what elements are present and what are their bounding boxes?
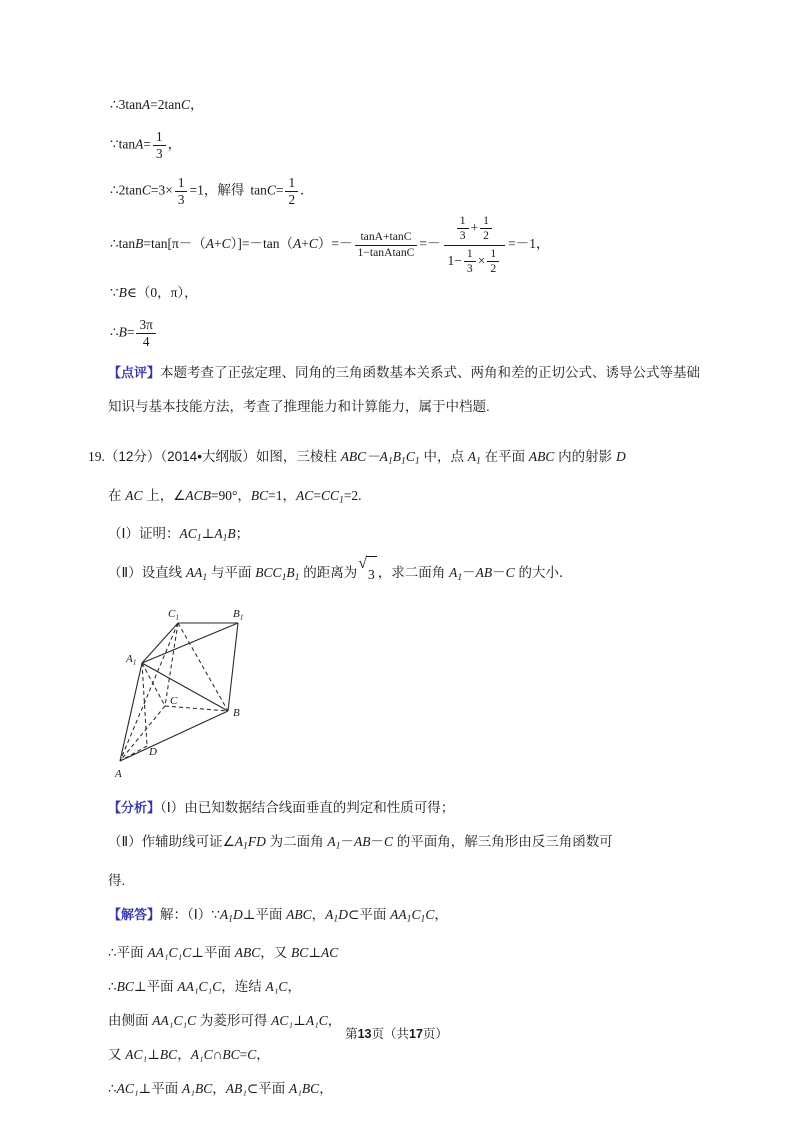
point-d: D: [615, 449, 626, 464]
plus: +: [214, 236, 222, 252]
segment-ab1: AB₁: [225, 1081, 247, 1097]
var-A: A: [141, 96, 151, 112]
therefore-symbol: ∴: [110, 182, 119, 198]
stem-text-2: 中，点: [419, 449, 468, 464]
angle-a1fd-a: A: [234, 833, 244, 849]
comment-tag-label: 【点评】: [108, 365, 161, 380]
denominator: 4: [142, 333, 150, 349]
period: ．: [300, 182, 314, 198]
segment-bc: BC: [159, 1047, 178, 1063]
denominator: 1−tanAtanC: [357, 245, 415, 259]
dash: －: [340, 833, 354, 849]
dihedral-ab: AB: [475, 565, 493, 581]
denominator: 3: [177, 191, 185, 207]
label-d: D: [149, 745, 157, 758]
footer-page-number: 13: [357, 1027, 372, 1041]
plane-c2: C: [425, 906, 435, 922]
prism-label-c: C: [405, 449, 415, 464]
seg-a1d-a: A: [219, 906, 229, 922]
because-symbol: ∵: [211, 906, 220, 922]
equals: =: [143, 136, 151, 152]
fraction-one-half: [480, 215, 492, 242]
dihedral-ab: AB: [354, 833, 371, 849]
analysis-part2-label: （Ⅱ）: [108, 833, 142, 849]
analysis-line-2: [108, 825, 706, 864]
plane-label-2: 平面: [203, 945, 235, 961]
footer-middle: 页（共: [371, 1027, 409, 1041]
segment-bc: BC: [250, 487, 269, 503]
therefore-symbol: ∴: [108, 945, 117, 961]
sub-1: 1: [196, 533, 202, 545]
analysis-text-3: 得.: [108, 872, 126, 888]
math-line-B-range: [88, 276, 706, 310]
semicolon: ；: [235, 526, 250, 542]
close-bracket: ）]=－tan（: [230, 236, 294, 252]
comma: ，: [260, 945, 274, 961]
sub-1: 1: [243, 840, 248, 852]
sub-1: 1: [333, 913, 339, 925]
math-line-2tanC: [88, 168, 706, 214]
footer-prefix: 第: [345, 1027, 358, 1041]
segment-ac: AC: [296, 487, 314, 503]
denominator: 3: [466, 261, 473, 275]
plus: +: [470, 219, 479, 235]
segment-bc: BC: [222, 1047, 240, 1063]
connect-label: 连结: [234, 979, 266, 995]
fraction-tan-sum: [355, 231, 418, 258]
fraction-three-pi-fourths: [136, 318, 155, 349]
sub-1: 1: [222, 533, 228, 545]
edge-a-b: [120, 711, 228, 761]
therefore-symbol: ∴: [108, 1081, 117, 1097]
math-line-tanB-formula: [88, 214, 706, 276]
sub-1: 1: [294, 571, 300, 583]
radicand: 3: [366, 556, 377, 592]
edge-a1-b1: [142, 623, 238, 663]
comma: ，: [203, 182, 218, 198]
segment-a1c: A₁C: [305, 1013, 328, 1029]
perp-symbol: ⊥: [133, 979, 147, 995]
comma: ，: [212, 1081, 226, 1097]
comma: ，: [327, 1013, 342, 1029]
analysis-tag-label: 【分析】: [108, 799, 161, 815]
point-b: B: [227, 526, 236, 542]
label-c: C: [170, 694, 178, 707]
answer-part1-label: （Ⅰ）: [187, 906, 212, 922]
comment-text: 本题考查了正弦定理、同角的三角函数基本关系式、两角和差的正切公式、诱导公式等基础知识与基本技能方法，考查了推理能力和计算能力，属于中档题.: [108, 365, 701, 414]
analysis-line-1: [108, 791, 706, 825]
fraction-one-third: [464, 248, 476, 275]
angle-acb: ACB: [185, 487, 211, 503]
perp-symbol: ⊥: [293, 1013, 306, 1029]
equals: =: [126, 324, 135, 340]
plane-c: C: [411, 906, 421, 922]
analysis-text-1: （Ⅰ）由已知数据结合线面垂直的判定和性质可得；: [160, 799, 455, 815]
math-line-B-result: [88, 310, 706, 356]
question-19-part-1: [88, 517, 706, 556]
part-2-text-5: 的大小．: [514, 565, 573, 581]
analysis-block: [88, 791, 706, 898]
numerator: 1: [457, 215, 469, 229]
perp-symbol: ⊥: [308, 945, 321, 961]
seg-a1d-d: D: [338, 906, 349, 922]
stem-text-4: 内的射影: [554, 449, 616, 464]
edge-a1-c1: [142, 623, 178, 663]
analysis-line-3: [108, 864, 706, 898]
plane-label: 平面: [146, 979, 178, 995]
range-text: ∈（0，π），: [126, 284, 198, 300]
numerator: 1: [480, 215, 492, 229]
tan-text: tan: [118, 236, 136, 252]
subset-symbol: ⊂: [348, 906, 360, 922]
sqrt-three: [358, 556, 377, 592]
also-label: 又: [108, 1047, 126, 1063]
fraction-one-third: [175, 176, 188, 207]
plane-aa1c1c: AA₁C₁C: [177, 979, 222, 995]
one-minus: 1−: [447, 252, 462, 268]
var-A: A: [293, 236, 302, 252]
segment-cc1: CC: [320, 487, 339, 503]
comment-block: [88, 356, 706, 424]
segment-ac1: AC₁: [116, 1081, 139, 1097]
numerator: 3π: [136, 318, 155, 334]
plane-abc: ABC: [528, 449, 555, 464]
edge-b1-b: [228, 623, 238, 711]
plus: +: [301, 236, 309, 252]
answer-block: [88, 898, 706, 1107]
analysis-text-2c: 的平面角，解三角形由反三角函数可: [393, 833, 613, 849]
dihedral-a1: A: [449, 565, 458, 581]
sub-1: 1: [401, 455, 406, 467]
comma: ，: [256, 1047, 270, 1063]
dash: －: [370, 833, 384, 849]
plane-label-2: 平面: [359, 906, 391, 922]
var-C: C: [308, 236, 318, 252]
edge-a1-b: [142, 663, 228, 711]
because-symbol: ∵: [110, 136, 119, 152]
comma: ，: [319, 1081, 333, 1097]
var-C: C: [221, 236, 231, 252]
segment-a1c: A₁C: [190, 1047, 213, 1063]
footer-total-pages: 17: [409, 1027, 423, 1041]
plane-bcc1b1: BCC: [255, 565, 282, 581]
segment-a1c: A₁C: [265, 979, 288, 995]
sub-1: 1: [406, 913, 412, 925]
equals: =: [313, 487, 321, 503]
segment-ac: AC: [320, 945, 339, 961]
perp-symbol: ⊥: [242, 906, 256, 922]
page-content: [88, 88, 706, 1106]
sub-1: 1: [387, 455, 393, 467]
angle-a1fd-fd: FD: [247, 833, 266, 849]
point-a1: A: [214, 526, 223, 542]
segment-ac1: AC₁: [125, 1047, 148, 1063]
fraction-one-third: [153, 130, 166, 161]
therefore-symbol: ∴: [108, 979, 117, 995]
segment-ac1: AC: [179, 526, 197, 542]
part-2-text-1: 设直线: [141, 565, 186, 581]
angle-value: =90°，: [210, 487, 251, 503]
var-C: C: [141, 182, 151, 198]
denominator: 3: [459, 229, 466, 243]
segment-bc: BC: [116, 979, 134, 995]
plane-a1bc: A₁BC: [182, 1081, 213, 1097]
lhs-2tan: 2tan: [118, 182, 142, 198]
tan-text: tan: [250, 182, 267, 198]
part-2-label: （Ⅱ）: [108, 565, 142, 581]
question-19-block: [88, 440, 706, 1106]
answer-line-6: [108, 1072, 706, 1106]
page-footer: [0, 1024, 793, 1042]
fraction-one-half: [285, 176, 298, 207]
solve-label: 解得: [217, 182, 245, 198]
perp-symbol: ⊥: [147, 1047, 160, 1063]
part-2-text-3: 的距离为: [299, 565, 358, 581]
tan-text: tan: [118, 136, 136, 152]
triangular-prism-figure: [100, 595, 300, 785]
math-line-3tanA: [88, 88, 706, 122]
bc-value: =1，: [268, 487, 297, 503]
var-B: B: [118, 284, 127, 300]
figure-solid-edges: [120, 623, 238, 761]
numerator: [444, 215, 506, 245]
math-line-tanA-third: [88, 122, 706, 168]
line-aa1: AA: [185, 565, 203, 581]
radical-sign: √: [358, 555, 368, 573]
answer-line-2: [108, 936, 706, 970]
plane-a1bc: A₁BC: [288, 1081, 320, 1097]
question-source: （2014•大纲版）: [160, 449, 256, 464]
edge-c-a: [120, 706, 165, 761]
sub-1: 1: [457, 571, 463, 583]
denominator: 2: [288, 191, 296, 207]
var-A: A: [135, 136, 144, 152]
plane-label-1: 平面: [255, 906, 287, 922]
eq-tan-bracket: =tan[π－（: [143, 236, 206, 252]
question-19-part-2: [88, 556, 706, 595]
var-C: C: [266, 182, 276, 198]
denominator: [444, 246, 506, 275]
dash: －: [462, 565, 476, 581]
denominator: 2: [490, 261, 497, 275]
sub-1: 1: [281, 571, 287, 583]
dihedral-c: C: [505, 565, 515, 581]
seg-a1d-d: D: [232, 906, 243, 922]
label-a: A: [115, 767, 122, 780]
comma: ，: [311, 906, 326, 922]
var-B: B: [135, 236, 144, 252]
eq-minus: =－: [419, 236, 441, 252]
plane-label: 平面: [116, 945, 148, 961]
plane-b1: B: [286, 565, 295, 581]
fraction-nested-evaluation: [444, 215, 506, 275]
comment-paragraph: [108, 356, 706, 424]
sub-1: 1: [335, 840, 341, 852]
answer-lead: 解：: [160, 906, 188, 922]
var-B: B: [118, 324, 127, 340]
analysis-text-2a: 作辅助线可证∠: [141, 833, 235, 849]
label-c1: $C_1$: [168, 607, 180, 622]
segment-ac: AC: [125, 487, 143, 503]
stem-line2-pre: 在: [108, 487, 126, 503]
plane-aa1c1c: AA: [390, 906, 407, 922]
intersection-symbol: ∩: [212, 1047, 223, 1063]
numerator: 1: [153, 130, 166, 146]
label-b1: $B_1$: [233, 607, 244, 622]
part-2-text-4: ，求二面角: [377, 565, 450, 581]
denominator: 2: [483, 229, 489, 243]
plane-aa1c1c: AA₁C₁C: [147, 945, 192, 961]
segment-bc: BC: [290, 945, 309, 961]
answer-line-1: [108, 898, 706, 937]
comma: ，: [177, 1047, 191, 1063]
numerator: 1: [285, 176, 298, 192]
prism-label-b: B: [392, 449, 402, 464]
stem-text-1: 如图，三棱柱: [255, 449, 341, 464]
question-19-stem: [88, 440, 706, 479]
question-number-dot: .: [101, 449, 105, 464]
plane-label: 平面: [151, 1081, 183, 1097]
because-symbol: ∵: [110, 284, 119, 300]
var-A: A: [205, 236, 215, 252]
numerator: 1: [487, 248, 499, 262]
dihedral-c: C: [384, 833, 394, 849]
numerator: tanA+tanC: [355, 231, 418, 245]
var-C: C: [180, 96, 190, 112]
answer-line-5: [108, 1038, 706, 1072]
cc1-value: =2.: [343, 487, 362, 503]
times: ×: [477, 252, 486, 268]
sub-1: 1: [476, 455, 481, 467]
equals: =: [275, 182, 284, 198]
seg-a1d-a: A: [325, 906, 334, 922]
stem-text-3: 在平面: [480, 449, 529, 464]
question-number: 19: [88, 449, 102, 464]
stem-line2-mid: 上，∠: [142, 487, 186, 503]
edge-c1-b: [178, 623, 228, 711]
therefore-symbol: ∴: [110, 236, 119, 252]
numerator: 1: [464, 248, 476, 262]
answer-line-3: [108, 970, 706, 1004]
numerator: 1: [175, 176, 188, 192]
fraction-one-third: [457, 215, 469, 242]
comma: ，: [189, 96, 204, 112]
plane-abc: ABC: [286, 906, 312, 922]
question-score: （12分）: [104, 449, 161, 464]
also-label: 又: [273, 945, 291, 961]
prism-label-abc: ABC－A: [340, 449, 388, 464]
point-a1: A: [467, 449, 477, 464]
edge-a1-a: [120, 663, 142, 761]
label-b: B: [233, 706, 240, 719]
fraction-one-half: [487, 248, 499, 275]
sub-1: 1: [202, 571, 208, 583]
sub-1: 1: [338, 494, 344, 506]
sub-1: 1: [420, 913, 426, 925]
result-minus-one: =－1，: [508, 236, 550, 252]
perp-symbol: ⊥: [138, 1081, 152, 1097]
eq-3times: =3×: [150, 182, 173, 198]
perp-symbol: ⊥: [191, 945, 204, 961]
analysis-text-2b: 为二面角: [265, 833, 328, 849]
subset-symbol: ⊂: [246, 1081, 259, 1097]
therefore-symbol: ∴: [110, 324, 119, 340]
plane-label-2: 平面: [258, 1081, 289, 1097]
figure-container: [88, 595, 706, 791]
question-19-stem-line2: [88, 479, 706, 518]
answer-tag-label: 【解答】: [108, 906, 161, 922]
eq-one: =1: [189, 182, 204, 198]
perp-symbol: ⊥: [201, 526, 215, 542]
expr-3tan: 3tan: [118, 96, 142, 112]
comma: ，: [167, 136, 182, 152]
comma: ，: [287, 979, 301, 995]
equals: =: [239, 1047, 248, 1063]
plane-abc: ABC: [234, 945, 261, 961]
label-a1: $A_1$: [126, 652, 137, 667]
rhombus-label: 为菱形可得: [196, 1013, 272, 1029]
segment-ac1: AC₁: [271, 1013, 294, 1029]
sub-1: 1: [414, 455, 420, 467]
comma: ，: [434, 906, 448, 922]
footer-suffix: 页）: [422, 1027, 448, 1041]
denominator: 3: [155, 145, 163, 161]
dihedral-a1: A: [327, 833, 336, 849]
part-2-text-2: 与平面: [207, 565, 256, 581]
figure-hidden-edges: [120, 623, 228, 761]
part-1-prove-label: 证明：: [138, 526, 180, 542]
therefore-symbol: ∴: [110, 96, 119, 112]
plane-aa1c1c: AA₁C₁C: [152, 1013, 197, 1029]
comma: ，: [221, 979, 235, 995]
dash: －: [492, 565, 506, 581]
close-paren-minus: ）=－: [317, 236, 353, 252]
point-c: C: [247, 1047, 257, 1063]
edge-c1-a: [120, 623, 178, 761]
eq-2tan: =2tan: [150, 96, 181, 112]
sub-1: 1: [228, 913, 233, 925]
side-face-label: 由侧面: [108, 1013, 153, 1029]
part-1-label: （Ⅰ）: [108, 526, 139, 542]
